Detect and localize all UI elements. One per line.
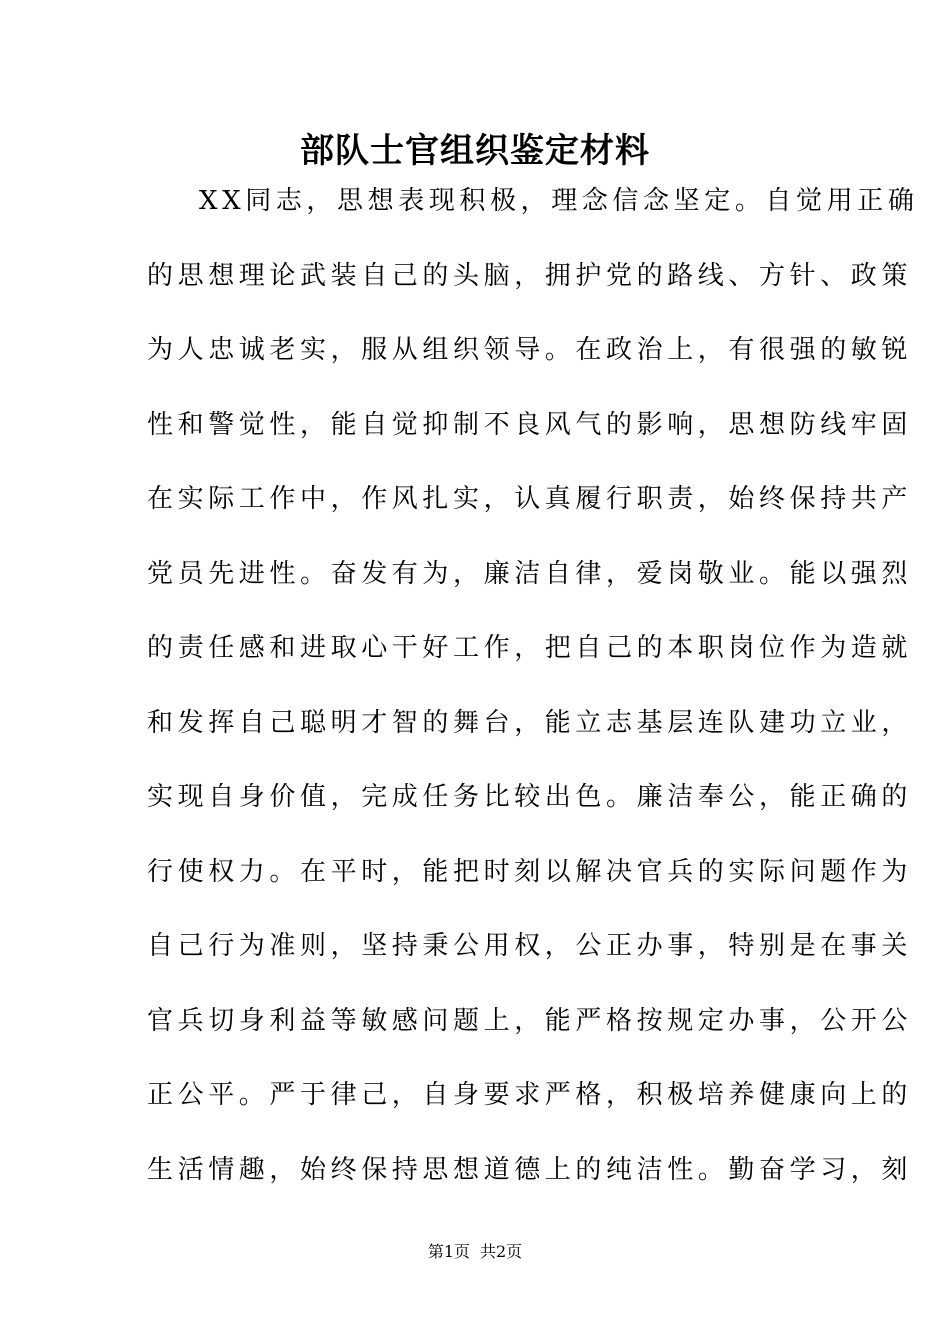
current-page-number: 第1页 (427, 1242, 470, 1261)
body-line: XX同志，思想表现积极，理念信念坚定。自觉用正确 (199, 186, 919, 216)
body-line: 为人忠诚老实，服从组织领导。在政治上，有很强的敏锐 (147, 335, 913, 365)
body-line: 性和警觉性，能自觉抑制不良风气的影响，思想防线牢固 (147, 409, 913, 440)
document-title: 部队士官组织鉴定材料 (300, 131, 650, 171)
body-line: 自己行为准则，坚持秉公用权，公正办事，特别是在事关 (147, 931, 913, 961)
total-page-count: 共2页 (480, 1242, 523, 1261)
body-line: 正公平。严于律己，自身要求严格，积极培养健康向上的 (147, 1080, 913, 1110)
document-body (147, 176, 919, 1219)
body-line: 行使权力。在平时，能把时刻以解决官兵的实际问题作为 (147, 856, 913, 887)
body-line: 生活情趣，始终保持思想道德上的纯洁性。勤奋学习，刻 (147, 1154, 913, 1185)
body-line: 在实际工作中，作风扎实，认真履行职责，始终保持共产 (147, 484, 913, 514)
body-line: 的思想理论武装自己的头脑，拥护党的路线、方针、政策 (147, 260, 913, 291)
body-line: 官兵切身利益等敏感问题上，能严格按规定办事，公开公 (147, 1005, 913, 1036)
body-line: 党员先进性。奋发有为，廉洁自律，爱岗敬业。能以强烈 (147, 558, 913, 589)
body-line: 和发挥自己聪明才智的舞台，能立志基层连队建功立业， (147, 707, 913, 738)
body-line: 的责任感和进取心干好工作，把自己的本职岗位作为造就 (147, 633, 913, 663)
body-line: 实现自身价值，完成任务比较出色。廉洁奉公，能正确的 (147, 782, 913, 812)
page-footer (0, 1240, 950, 1264)
